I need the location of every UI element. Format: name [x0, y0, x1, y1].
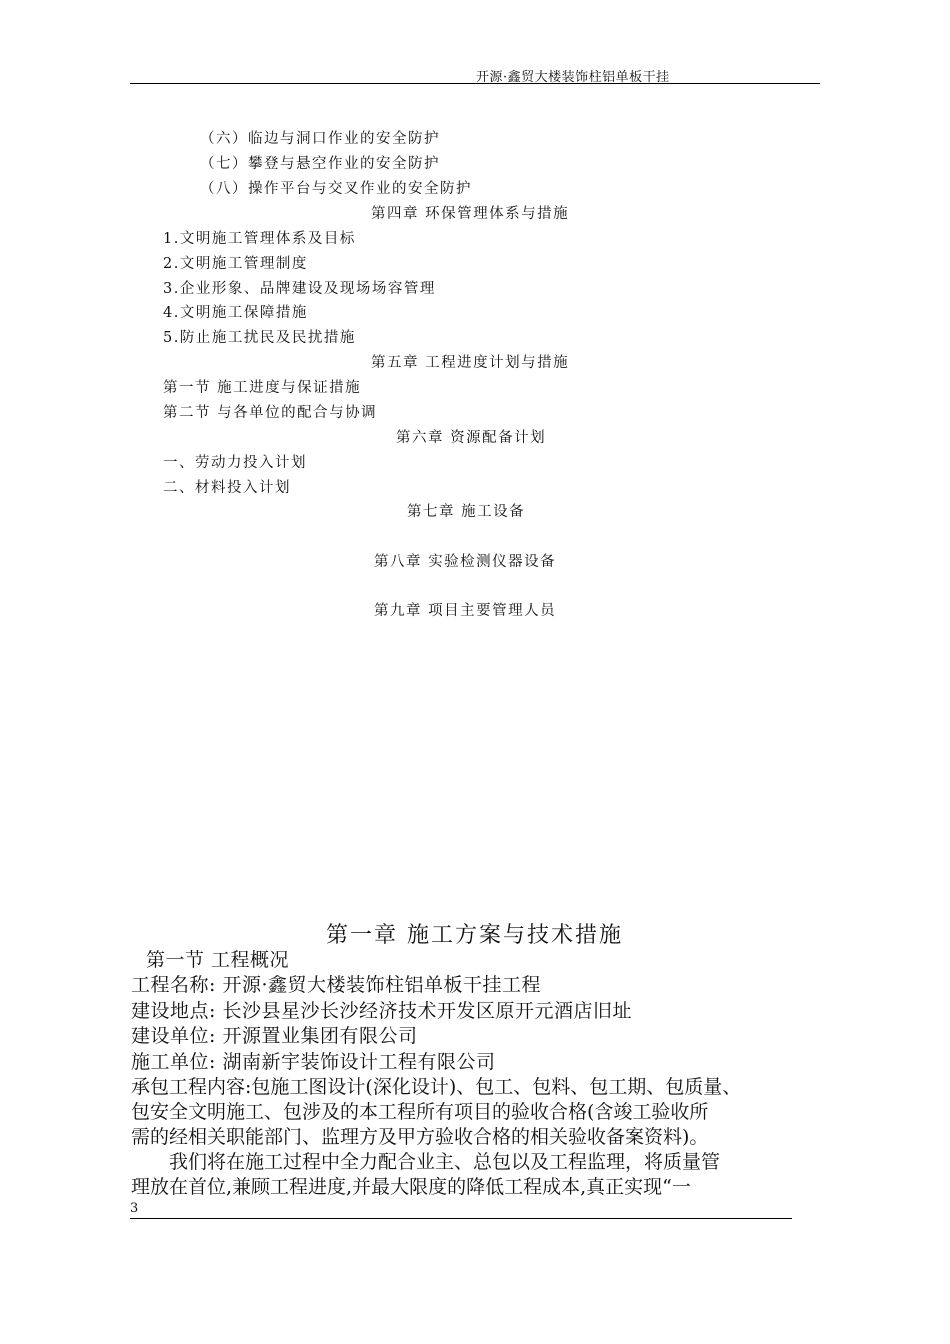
body-line: 承包工程内容:包施工图设计(深化设计)、包工、包料、包工期、包质量、 — [131, 1076, 742, 1098]
body-line: 我们将在施工过程中全力配合业主、总包以及工程监理，将质量管 — [131, 1151, 721, 1173]
toc-chapter-9: 第九章 项目主要管理人员 — [374, 603, 557, 619]
body-line: 需的经相关职能部门、监理方及甲方验收合格的相关验收备案资料)。 — [131, 1126, 709, 1148]
body-line: 工程名称: 开源·鑫贸大楼装饰柱铝单板干挂工程 — [131, 974, 541, 996]
toc-item: 1.文明施工管理体系及目标 — [163, 231, 356, 247]
body-line: 建设地点: 长沙县星沙长沙经济技术开发区原开元酒店旧址 — [131, 1000, 632, 1022]
toc-item: 3.企业形象、品牌建设及现场场容管理 — [163, 281, 436, 297]
page-number: 3 — [130, 1201, 139, 1216]
header-title: 开源·鑫贸大楼装饰柱铝单板干挂 — [476, 70, 670, 85]
body-line: 建设单位: 开源置业集团有限公司 — [131, 1025, 418, 1047]
toc-item: 2.文明施工管理制度 — [163, 256, 308, 272]
toc-item: 二、材料投入计划 — [163, 480, 291, 496]
toc-item: 一、劳动力投入计划 — [163, 455, 307, 471]
toc-chapter-7: 第七章 施工设备 — [407, 504, 526, 520]
body-line: 理放在首位,兼顾工程进度,并最大限度的降低工程成本,真正实现“一 — [131, 1176, 691, 1198]
body-line: 包安全文明施工、包涉及的本工程所有项目的验收合格(含竣工验收所 — [131, 1101, 709, 1123]
toc-item: 第一节 施工进度与保证措施 — [163, 380, 362, 396]
toc-chapter-5: 第五章 工程进度计划与措施 — [371, 355, 570, 371]
toc-item: 4.文明施工保障措施 — [163, 305, 308, 321]
toc-chapter-4: 第四章 环保管理体系与措施 — [371, 206, 570, 222]
toc-item: 5.防止施工扰民及民扰措施 — [163, 330, 356, 346]
toc-item: （八）操作平台与交叉作业的安全防护 — [200, 181, 472, 197]
header-divider — [130, 83, 820, 84]
toc-item: 第二节 与各单位的配合与协调 — [163, 405, 378, 421]
toc-item: （七）攀登与悬空作业的安全防护 — [200, 156, 440, 172]
body-line: 施工单位: 湖南新宇装饰设计工程有限公司 — [131, 1051, 496, 1073]
section-title: 第一节 工程概况 — [146, 949, 290, 971]
chapter-title: 第一章 施工方案与技术措施 — [326, 923, 623, 948]
toc-chapter-8: 第八章 实验检测仪器设备 — [374, 554, 557, 570]
toc-item: （六）临边与洞口作业的安全防护 — [200, 131, 440, 147]
toc-chapter-6: 第六章 资源配备计划 — [396, 430, 547, 446]
footer-divider — [130, 1218, 792, 1219]
